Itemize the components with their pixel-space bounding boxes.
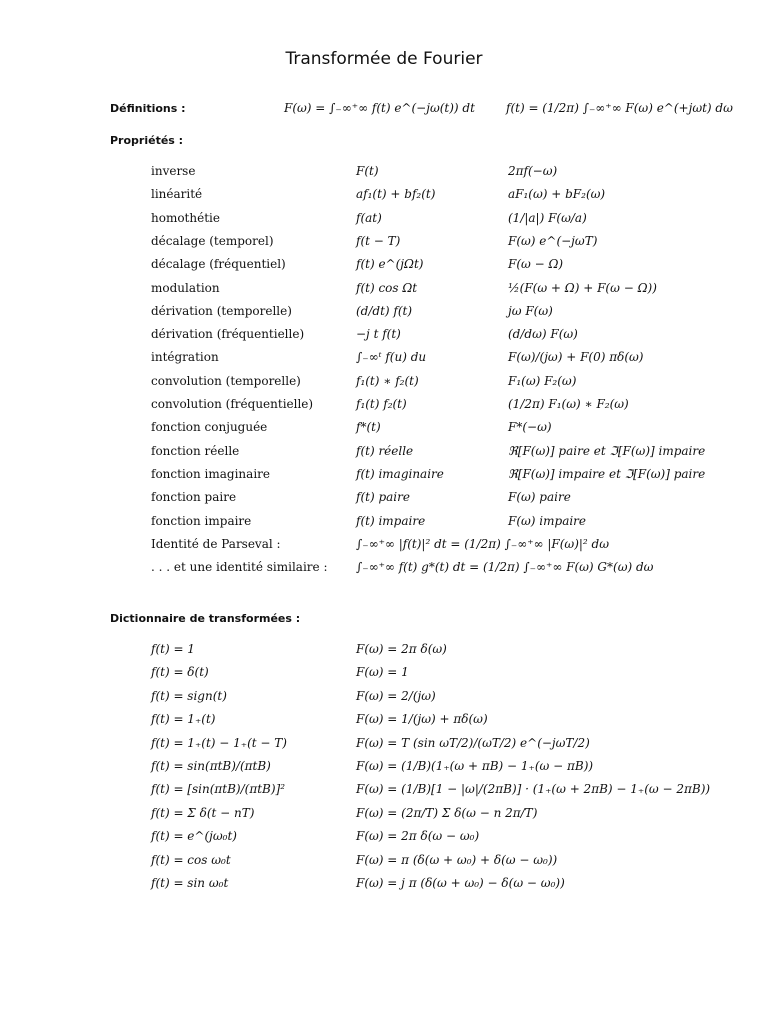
property-row [0, 304, 768, 326]
property-frequency-domain: (1/|a|) F(ω/a) [508, 210, 587, 225]
transform-time-function: f(t) = 1₊(t) [151, 712, 216, 727]
property-time-domain: f(t) cos Ωt [356, 280, 418, 295]
transform-row [0, 736, 768, 758]
property-row [0, 444, 768, 466]
transform-frequency-function: F(ω) = 2π δ(ω) [356, 642, 447, 656]
property-name: dérivation (fréquentielle) [151, 327, 305, 342]
property-name: fonction réelle [151, 443, 240, 458]
transform-time-function: f(t) = 1 [151, 642, 195, 656]
property-name: convolution (fréquentielle) [151, 397, 314, 411]
transform-frequency-function: F(ω) = (2π/T) Σ δ(ω − n 2π/T) [356, 805, 538, 820]
transform-frequency-function: F(ω) = 1/(jω) + πδ(ω) [356, 712, 488, 727]
property-time-domain: f(t) réelle [356, 443, 414, 458]
property-name: intégration [151, 350, 219, 365]
transform-row [0, 689, 768, 711]
property-row [0, 514, 768, 536]
property-row [0, 467, 768, 489]
transform-frequency-function: F(ω) = j π (δ(ω + ω₀) − δ(ω − ω₀)) [356, 876, 565, 890]
transform-frequency-function: F(ω) = 1 [356, 665, 409, 680]
definitions-label: Définitions : [110, 102, 186, 115]
transform-row [0, 806, 768, 828]
property-name: modulation [151, 280, 220, 295]
property-frequency-domain: ½(F(ω + Ω) + F(ω − Ω)) [508, 280, 657, 295]
property-name: homothétie [151, 210, 220, 225]
dictionary-label: Dictionnaire de transformées : [110, 612, 301, 625]
transform-row [0, 642, 768, 664]
transform-row [0, 712, 768, 734]
transform-row [0, 665, 768, 687]
property-row [0, 187, 768, 209]
property-name: Identité de Parseval : [151, 536, 281, 551]
property-frequency-domain: F(ω) e^(−jωT) [508, 233, 598, 248]
property-row [0, 350, 768, 372]
property-time-domain: f(t) e^(jΩt) [356, 257, 424, 272]
property-frequency-domain: ℜ[F(ω)] impaire et ℑ[F(ω)] paire [508, 466, 706, 481]
property-name: fonction imaginaire [151, 466, 270, 481]
property-time-domain: f*(t) [356, 420, 381, 435]
property-time-domain: f₁(t) ∗ f₂(t) [356, 373, 419, 388]
property-frequency-domain: F(ω) impaire [508, 513, 587, 528]
property-time-domain: (d/dt) f(t) [356, 303, 413, 318]
property-frequency-domain: (1/2π) F₁(ω) ∗ F₂(ω) [508, 397, 629, 411]
property-row [0, 164, 768, 186]
transform-frequency-function: F(ω) = (1/B)[1 − |ω|/(2πB)] · (1₊(ω + 2πB) − 1₊(ω − 2πB)) [356, 782, 711, 797]
property-time-domain: ∫₋∞⁺∞ |f(t)|² dt = (1/2π) ∫₋∞⁺∞ |F(ω)|² dω [356, 536, 610, 551]
property-row [0, 560, 768, 582]
property-frequency-domain: aF₁(ω) + bF₂(ω) [508, 187, 606, 202]
property-time-domain: f(t) paire [356, 490, 410, 505]
transform-time-function: f(t) = e^(jω₀t) [151, 829, 237, 844]
property-time-domain: f(t) impaire [356, 513, 426, 528]
property-name: . . . et une identité similaire : [151, 560, 328, 575]
property-row [0, 420, 768, 442]
property-name: convolution (temporelle) [151, 373, 301, 388]
transform-time-function: f(t) = sin ω₀t [151, 876, 229, 890]
transform-frequency-function: F(ω) = 2π δ(ω − ω₀) [356, 829, 480, 844]
transform-row [0, 829, 768, 851]
transform-frequency-function: F(ω) = 2/(jω) [356, 688, 436, 703]
property-frequency-domain: F₁(ω) F₂(ω) [508, 373, 577, 388]
property-time-domain: f₁(t) f₂(t) [356, 397, 407, 411]
transform-time-function: f(t) = 1₊(t) − 1₊(t − T) [151, 735, 287, 750]
transform-row [0, 782, 768, 804]
property-frequency-domain: ℜ[F(ω)] paire et ℑ[F(ω)] impaire [508, 443, 706, 458]
property-name: dérivation (temporelle) [151, 303, 292, 318]
properties-label: Propriétés : [110, 134, 184, 147]
transform-row [0, 853, 768, 875]
property-row [0, 490, 768, 512]
property-name: inverse [151, 164, 196, 178]
property-time-domain: af₁(t) + bf₂(t) [356, 187, 436, 202]
property-frequency-domain: F(ω − Ω) [508, 257, 564, 272]
property-name: fonction paire [151, 490, 237, 505]
fourier-inverse-definition: f(t) = (1/2π) ∫₋∞⁺∞ F(ω) e^(+jωt) dω [506, 101, 733, 115]
property-frequency-domain: jω F(ω) [508, 303, 553, 318]
property-frequency-domain: F(ω) paire [508, 490, 571, 505]
transform-time-function: f(t) = Σ δ(t − nT) [151, 805, 255, 820]
transform-row [0, 759, 768, 781]
transform-frequency-function: F(ω) = T (sin ωT/2)/(ωT/2) e^(−jωT/2) [356, 735, 590, 750]
transform-time-function: f(t) = sin(πtB)/(πtB) [151, 759, 271, 773]
transform-time-function: f(t) = cos ω₀t [151, 852, 231, 867]
property-row [0, 211, 768, 233]
property-time-domain: f(t) imaginaire [356, 466, 444, 481]
property-row [0, 257, 768, 279]
property-frequency-domain: 2πf(−ω) [508, 164, 558, 178]
property-time-domain: −j t f(t) [356, 327, 401, 342]
property-row [0, 281, 768, 303]
property-time-domain: F(t) [356, 164, 379, 178]
property-time-domain: f(at) [356, 210, 382, 225]
property-frequency-domain: F(ω)/(jω) + F(0) πδ(ω) [508, 350, 644, 365]
transform-time-function: f(t) = sign(t) [151, 688, 227, 703]
property-row [0, 327, 768, 349]
property-frequency-domain: F*(−ω) [508, 420, 552, 435]
property-row [0, 397, 768, 419]
transform-time-function: f(t) = δ(t) [151, 665, 209, 680]
fourier-forward-definition: F(ω) = ∫₋∞⁺∞ f(t) e^(−jω(t)) dt [284, 101, 475, 115]
page-title: Transformée de Fourier [285, 49, 483, 69]
transform-row [0, 876, 768, 898]
property-name: linéarité [151, 187, 203, 202]
property-row [0, 537, 768, 559]
property-time-domain: ∫₋∞ᵗ f(u) du [356, 350, 427, 365]
property-row [0, 374, 768, 396]
property-name: fonction impaire [151, 513, 252, 528]
property-name: décalage (fréquentiel) [151, 257, 286, 272]
transform-frequency-function: F(ω) = (1/B)(1₊(ω + πB) − 1₊(ω − πB)) [356, 759, 594, 773]
transform-time-function: f(t) = [sin(πtB)/(πtB)]² [151, 782, 286, 797]
property-time-domain: ∫₋∞⁺∞ f(t) g*(t) dt = (1/2π) ∫₋∞⁺∞ F(ω) G*(ω) dω [356, 560, 654, 575]
property-row [0, 234, 768, 256]
transform-frequency-function: F(ω) = π (δ(ω + ω₀) + δ(ω − ω₀)) [356, 852, 558, 867]
property-name: fonction conjuguée [151, 420, 268, 435]
property-frequency-domain: (d/dω) F(ω) [508, 327, 578, 342]
property-name: décalage (temporel) [151, 233, 274, 248]
property-time-domain: f(t − T) [356, 233, 401, 248]
